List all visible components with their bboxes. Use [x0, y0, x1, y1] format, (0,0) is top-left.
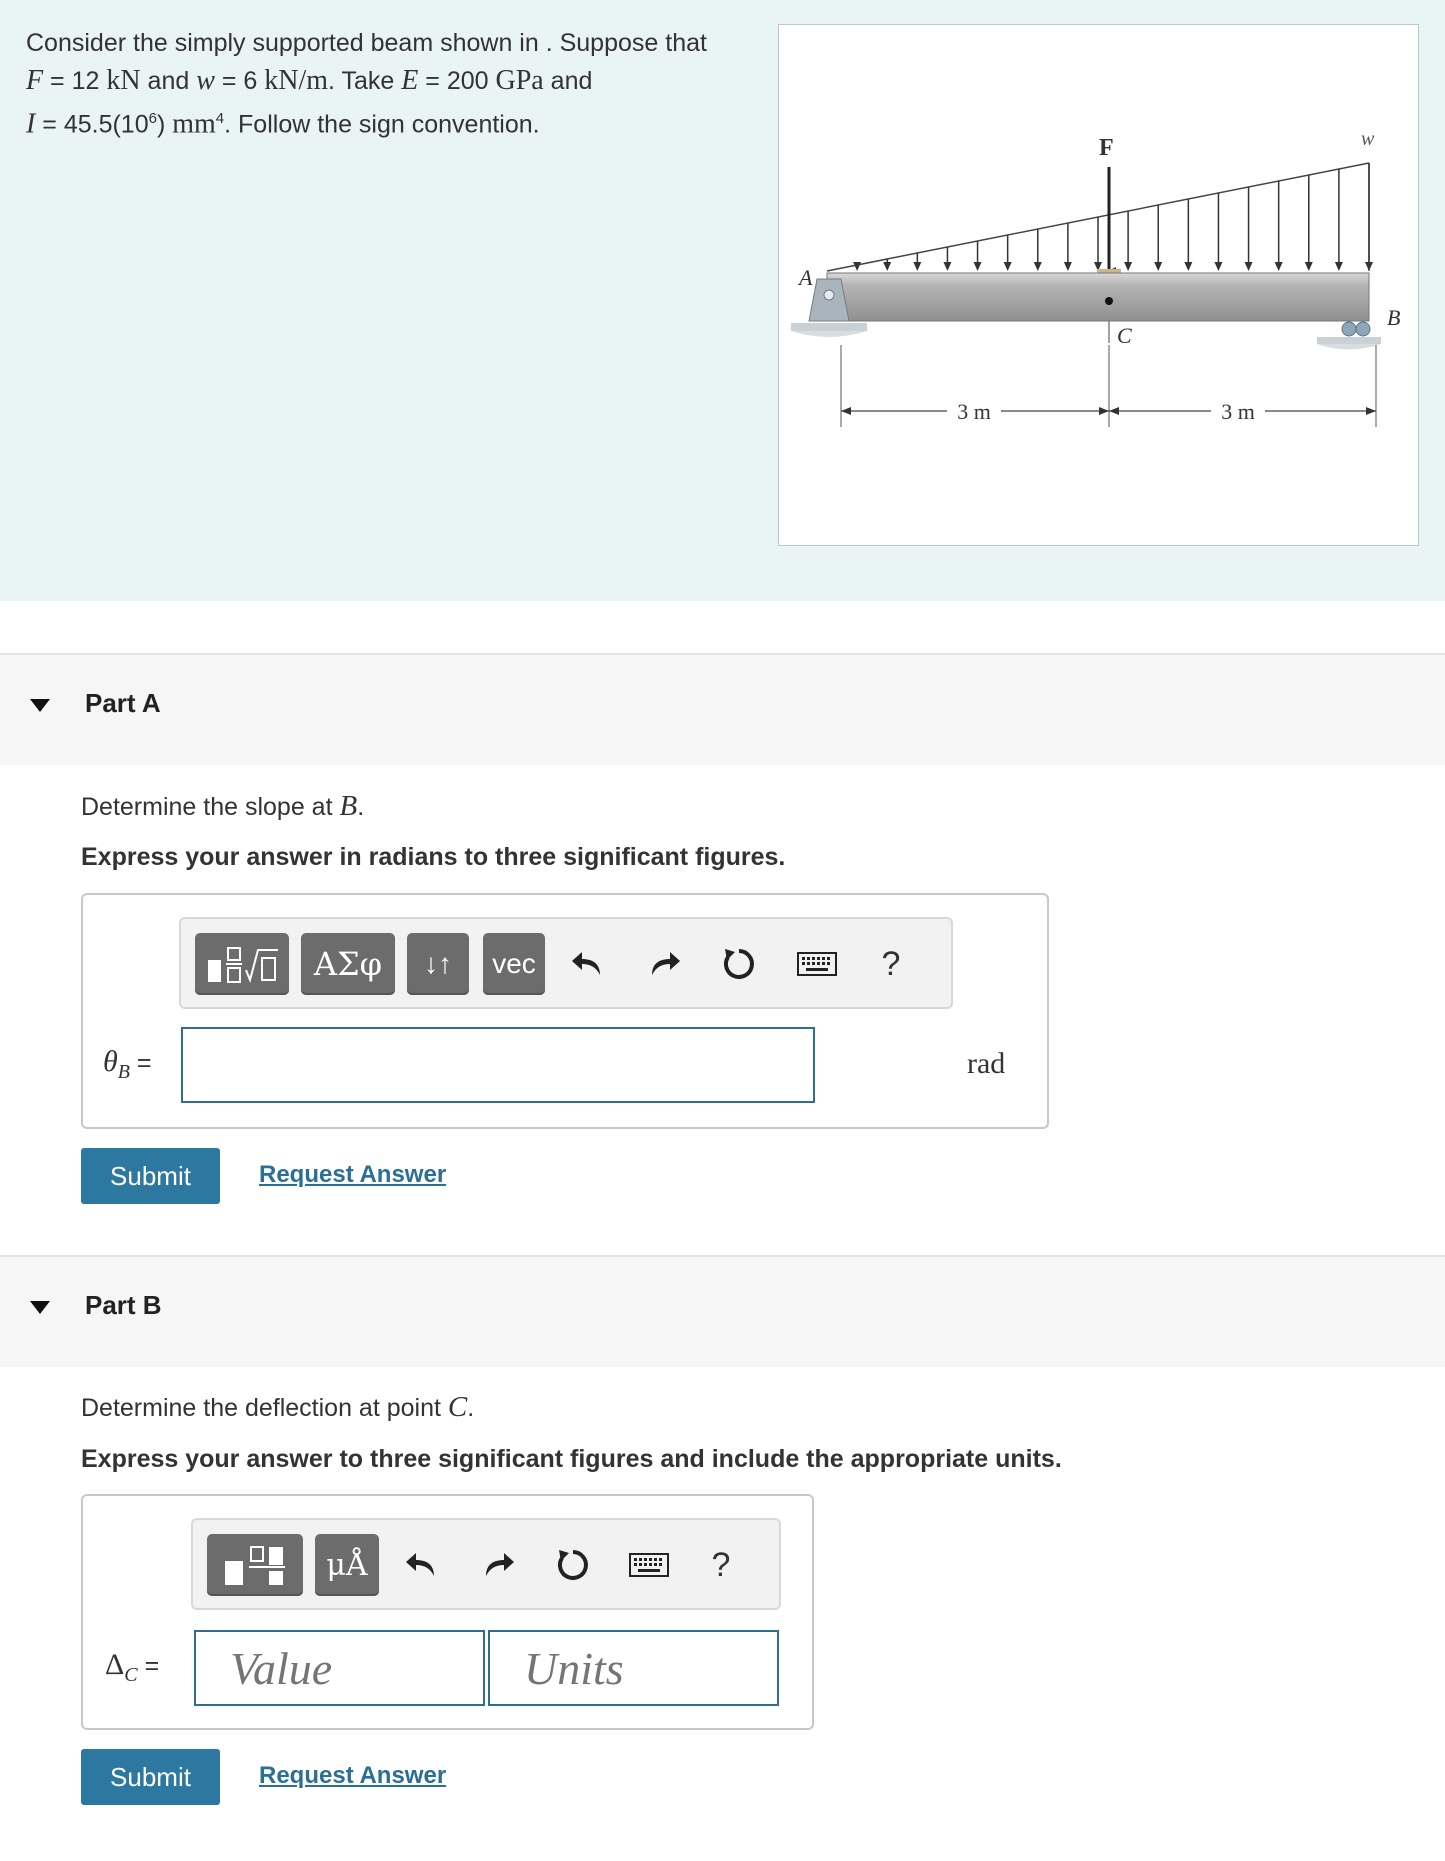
problem-line-2: F = 12 kN and w = 6 kN/m. Take E = 200 GPa and [26, 65, 593, 96]
dim-label-right: 3 m [1221, 399, 1255, 424]
load-arrow-head [1245, 262, 1253, 271]
label-B: B [1387, 305, 1401, 330]
label-C: C [1117, 323, 1132, 348]
label-F: F [1099, 135, 1114, 161]
problem-text [26, 24, 756, 143]
redo-icon[interactable] [475, 1540, 523, 1590]
unit-rad-label: rad [967, 1047, 1006, 1080]
part-a-request-answer-link[interactable]: Request Answer [259, 1161, 447, 1188]
help-button[interactable]: ? [711, 1545, 731, 1584]
load-arrow-head [1305, 262, 1313, 271]
part-a-title: Part A [85, 688, 161, 718]
delta-c-label: $\Delta_C$ = [105, 1648, 160, 1686]
deflection-value-input[interactable] [194, 1630, 485, 1706]
load-arrow-head [1365, 262, 1373, 271]
slope-answer-input[interactable] [181, 1027, 815, 1103]
load-arrow-head [1034, 262, 1042, 271]
load-arrow-head [1064, 262, 1072, 271]
collapse-triangle-icon[interactable] [30, 699, 50, 712]
roller-support-B [1317, 322, 1381, 350]
arrows-button[interactable]: ↓↑ [407, 933, 469, 995]
part-a-header[interactable] [0, 653, 1445, 765]
part-a-question: Determine the slope at B. [81, 790, 365, 822]
undo-icon[interactable] [397, 1540, 445, 1590]
part-b-instruction: Express your answer to three significant figures and include the appropriate units. [81, 1445, 1062, 1473]
distributed-load-arrows [853, 163, 1373, 271]
part-b-units-toolbar [191, 1518, 781, 1610]
greek-symbols-button[interactable]: ΑΣφ [301, 933, 395, 995]
part-b-request-answer-link[interactable]: Request Answer [259, 1762, 447, 1789]
units-button[interactable]: μÅ [315, 1534, 379, 1596]
vector-button[interactable]: vec [483, 933, 545, 995]
templates-button[interactable] [195, 933, 289, 995]
load-arrow-head [1154, 262, 1162, 271]
part-a-math-toolbar [179, 917, 953, 1009]
label-w: w [1361, 128, 1375, 150]
dim-label-left: 3 m [957, 399, 991, 424]
load-arrow-head [913, 262, 921, 271]
part-b-title: Part B [85, 1290, 162, 1320]
reset-icon[interactable] [715, 939, 763, 989]
label-A: A [799, 265, 813, 290]
fraction-template-icon [215, 1541, 295, 1589]
deflection-units-input[interactable] [488, 1630, 779, 1706]
part-b-question: Determine the deflection at point C. [81, 1391, 475, 1423]
load-arrow-head [974, 262, 982, 271]
part-b-answer-box [81, 1494, 814, 1730]
part-a-instruction: Express your answer in radians to three significant figures. [81, 843, 786, 871]
problem-line-3: $I = 45.5(10^6)$ $mm^4$. Follow the sign convention. [26, 108, 540, 140]
keyboard-icon[interactable] [625, 1540, 673, 1590]
part-b-submit-button[interactable]: Submit [81, 1749, 220, 1805]
part-b-header[interactable] [0, 1255, 1445, 1367]
problem-statement [0, 0, 1445, 601]
beam-figure [778, 24, 1419, 546]
problem-line-1: Consider the simply supported beam shown in . Suppose that [26, 29, 707, 57]
load-arrow-head [883, 262, 891, 271]
collapse-triangle-icon[interactable] [30, 1301, 50, 1314]
load-arrow-head [1275, 262, 1283, 271]
part-a-submit-button[interactable]: Submit [81, 1148, 220, 1204]
beam [827, 273, 1369, 321]
redo-icon[interactable] [641, 939, 689, 989]
unit-templates-button[interactable] [207, 1534, 303, 1596]
beam-diagram [779, 25, 1418, 545]
keyboard-icon[interactable] [793, 939, 841, 989]
theta-b-label: $\theta_B$ = [103, 1045, 152, 1083]
reset-icon[interactable] [549, 1540, 597, 1590]
load-arrow-head [1184, 262, 1192, 271]
part-a-answer-box [81, 893, 1049, 1129]
load-arrow-head [1335, 262, 1343, 271]
load-arrow-head [1124, 262, 1132, 271]
undo-icon[interactable] [563, 939, 611, 989]
load-arrow-head [1214, 262, 1222, 271]
help-button[interactable]: ? [881, 944, 901, 983]
load-arrow-head [1004, 262, 1012, 271]
templates-icon [202, 942, 282, 986]
load-arrow-head [853, 262, 861, 271]
load-arrow-head [943, 262, 951, 271]
point-C-dot [1105, 297, 1113, 305]
